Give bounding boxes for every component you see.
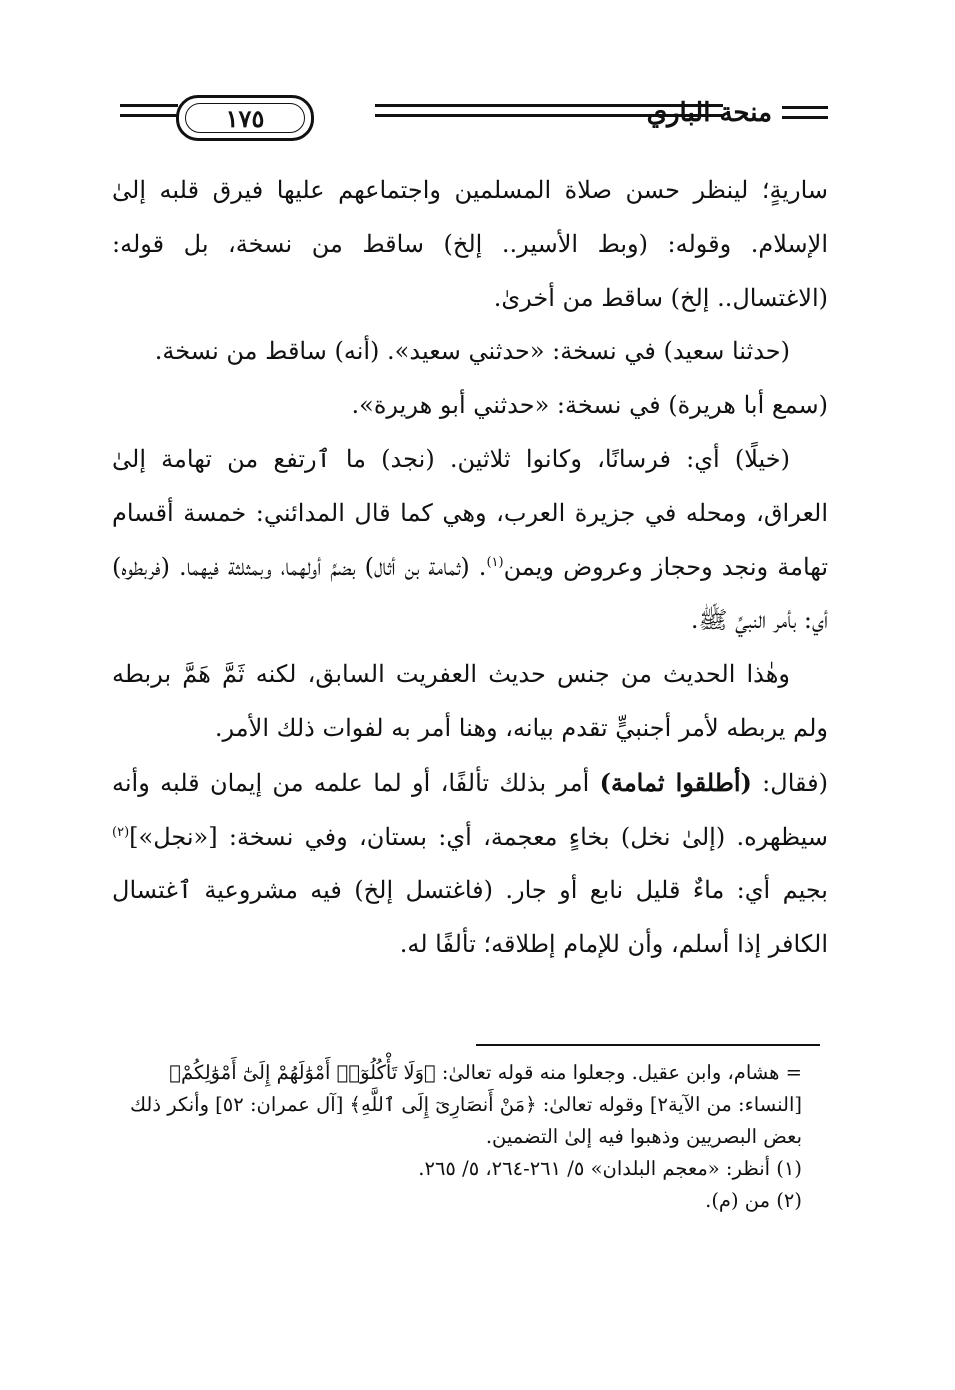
header-rule-right-top — [782, 106, 828, 109]
main-text — [112, 164, 828, 972]
paragraph-6-text-b: أمر بذلك تألفًا، أو لما علمه من إيمان قلبه وأنه سيظهره. (إلىٰ نخل) بخاءٍ معجمة، أي: بستان، وفي نسخة: [«نجل»] — [112, 768, 828, 851]
paragraph-4-text-a: (خيلًا) أي: فرسانًا، وكانوا ثلاثين. (نجد) ما ٱرتفع من تهامة إلىٰ العراق، ومحله في جزيرة العرب، وهي كما قال المدائني: خمسة أقسام تهامة ونجد وحجاز وعروض ويمن — [112, 444, 828, 581]
running-title: منحة الباري — [646, 98, 772, 128]
paragraph-4-text-b: . (ثمامة بن أثال) بضمِّ أولهما، وبمثلثة فيهما. (فربطوه) أي: بأمر النبيِّ ﷺ. — [112, 552, 828, 635]
footnote-1: (١) أنظر: «معجم البلدان» ٥/ ٢٦١-٢٦٤، ٥/ ٢٦٥. — [418, 1157, 802, 1180]
paragraph-5: وهٰذا الحديث من جنس حديث العفريت السابق، لكنه ثَمَّ هَمَّ بربطه ولم يربطه لأمر أجنبيٍّ تقدم بيانه، وهنا أمر به لفوات ذلك الأمر. — [112, 660, 828, 742]
paragraph-6-text-a: (فقال: — [751, 768, 828, 797]
page-header — [120, 92, 828, 142]
footnote-2: (٢) من (م). — [705, 1189, 802, 1212]
paragraph-3: (سمع أبا هريرة) في نسخة: «حدثني أبو هريرة». — [351, 391, 828, 420]
header-rule-left-top — [120, 104, 178, 107]
paragraph-6 — [112, 756, 828, 972]
footnote-continuation: = هشام، وابن عقيل. وجعلوا منه قوله تعالىٰ: ﴿وَلَا تَأْكُلُوٓا۟ أَمْوَٰلَهُمْ إِلَىٰٓ أَمْوَٰلِكُمْ﴾ [النساء: من الآية٢] وقوله تعالىٰ: ﴿مَنْ أَنصَارِىٓ إِلَى ٱللَّهِ﴾ [آل عمران: ٥٢] وأنكر ذلك بعض البصريين وذهبوا فيه إلىٰ التضمين. — [129, 1061, 802, 1148]
paragraph-1: ساريةٍ؛ لينظر حسن صلاة المسلمين واجتماعهم عليها فيرق قلبه إلىٰ الإسلام. وقوله: (وبط الأسير.. إلخ) ساقط من نسخة، بل قوله: (الاغتسال.. إلخ) ساقط من أخرىٰ. — [112, 176, 829, 312]
footnote-ref-1: (١) — [486, 554, 504, 570]
header-rule-right-bottom — [782, 116, 828, 119]
paragraph-6-bold: (أطلقوا ثمامة) — [599, 767, 752, 797]
page-number: ١٧٥ — [185, 103, 305, 133]
paragraph-4 — [112, 433, 828, 648]
page-number-frame — [176, 95, 314, 141]
footnote-ref-2: (٢) — [112, 824, 130, 840]
footnotes — [112, 1057, 828, 1217]
header-rule-left-bottom — [120, 114, 178, 117]
paragraph-6-text-c: بجيم أي: ماءٌ قليل نابع أو جار. (فاغتسل إلخ) فيه مشروعية ٱغتسال الكافر إذا أسلم، وأن للإمام إطلاقه؛ تألفًا له. — [112, 876, 828, 959]
footnote-separator — [476, 1044, 820, 1046]
paragraph-2: (حدثنا سعيد) في نسخة: «حدثني سعيد». (أنه) ساقط من نسخة. — [154, 337, 790, 366]
